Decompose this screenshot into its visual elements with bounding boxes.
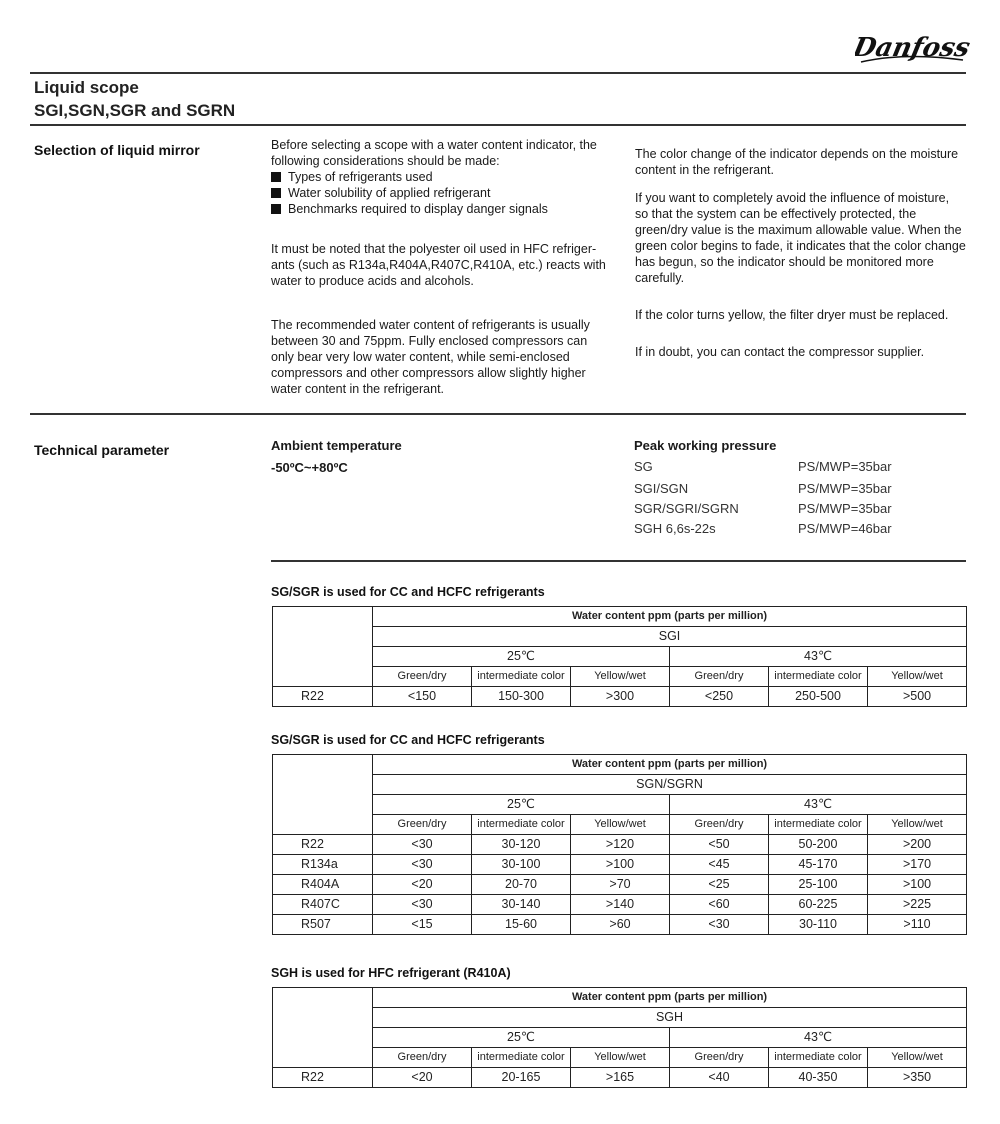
table-column-header: Yellow/wet [571, 815, 670, 835]
table-column-row [273, 815, 967, 835]
table-column-header: intermediate color [472, 815, 571, 835]
table-cell: <150 [373, 687, 472, 707]
table-row [273, 915, 967, 935]
table-cell: <30 [373, 835, 472, 855]
table-type: SGN/SGRN [373, 775, 967, 795]
table-cell: R507 [273, 915, 373, 935]
title-rule [30, 124, 966, 126]
table-cell: <40 [670, 1068, 769, 1088]
table-column-header: intermediate color [472, 667, 571, 687]
table-cell: >110 [868, 915, 967, 935]
table-title: SG/SGR is used for CC and HCFC refrigerants [271, 733, 545, 747]
list-item: Water solubility of applied refrigerant [271, 185, 621, 201]
table-row [273, 895, 967, 915]
table-cell: <20 [373, 1068, 472, 1088]
danfoss-logo [855, 22, 970, 70]
table-column-header: Yellow/wet [868, 1048, 967, 1068]
title-line-1: Liquid scope [34, 78, 139, 97]
table-row [273, 855, 967, 875]
table-title: SGH is used for HFC refrigerant (R410A) [271, 966, 511, 980]
table-cell: >170 [868, 855, 967, 875]
table-cell: <45 [670, 855, 769, 875]
table-header-row [273, 607, 967, 627]
title-line-2: SGI,SGN,SGR and SGRN [34, 101, 236, 120]
section-label-technical: Technical parameter [34, 442, 170, 458]
table-cell: R407C [273, 895, 373, 915]
selection-paragraph-doubt: If in doubt, you can contact the compressor supplier. [635, 345, 925, 359]
table-cell: 30-110 [769, 915, 868, 935]
water-content-table-sgn [272, 754, 967, 935]
selection-paragraph-color: The color change of the indicator depends on the moisture content in the refrigerant. [635, 147, 959, 177]
water-content-table-sgh [272, 987, 967, 1088]
table-type: SGH [373, 1008, 967, 1028]
table-temp-row [273, 647, 967, 667]
pressure-model: SG [634, 459, 653, 474]
table-cell: <50 [670, 835, 769, 855]
table-column-header: Green/dry [670, 667, 769, 687]
selection-paragraph-hfc: It must be noted that the polyester oil used in HFC refriger- ants (such as R134a,R404A,R407C,R410A, etc.) reacts with water to produce acids and alcohols. [271, 242, 606, 288]
section-rule [30, 413, 966, 415]
table-column-header: Green/dry [670, 815, 769, 835]
table-temp: 43℃ [670, 795, 967, 815]
table-cell: 15-60 [472, 915, 571, 935]
table-header-row [273, 988, 967, 1008]
selection-left-column [271, 137, 621, 217]
table-column-header: intermediate color [769, 815, 868, 835]
table-cell: 50-200 [769, 835, 868, 855]
water-content-table-sgi [272, 606, 967, 707]
table-cell: <60 [670, 895, 769, 915]
table-column-header: Yellow/wet [868, 667, 967, 687]
table-cell: <25 [670, 875, 769, 895]
table-column-header: Green/dry [373, 667, 472, 687]
table-cell: <20 [373, 875, 472, 895]
table-cell: >120 [571, 835, 670, 855]
table-cell: 45-170 [769, 855, 868, 875]
table-cell: <30 [373, 855, 472, 875]
table-corner [273, 755, 373, 835]
table-cell: >100 [571, 855, 670, 875]
table-row [273, 1068, 967, 1088]
pressure-value: PS/MWP=35bar [798, 459, 892, 474]
section-label-selection: Selection of liquid mirror [34, 142, 200, 158]
table-cell: >165 [571, 1068, 670, 1088]
table-type-row [273, 1008, 967, 1028]
table-row [273, 875, 967, 895]
table-column-header: Green/dry [373, 1048, 472, 1068]
table-cell: R22 [273, 687, 373, 707]
peak-pressure-label: Peak working pressure [634, 438, 777, 453]
table-cell: >300 [571, 687, 670, 707]
table-temp: 43℃ [670, 647, 967, 667]
table-column-header: Green/dry [373, 815, 472, 835]
table-temp: 25℃ [373, 1028, 670, 1048]
table-title: SG/SGR is used for CC and HCFC refrigerants [271, 585, 545, 599]
table-column-header: Yellow/wet [571, 667, 670, 687]
table-cell: >70 [571, 875, 670, 895]
table-cell: R404A [273, 875, 373, 895]
table-column-header: intermediate color [472, 1048, 571, 1068]
table-temp: 25℃ [373, 795, 670, 815]
pressure-value: PS/MWP=46bar [798, 521, 892, 536]
table-corner [273, 607, 373, 687]
table-cell: 250-500 [769, 687, 868, 707]
pressure-model: SGR/SGRI/SGRN [634, 501, 739, 516]
table-cell: 20-165 [472, 1068, 571, 1088]
table-header: Water content ppm (parts per million) [373, 607, 967, 627]
table-temp: 25℃ [373, 647, 670, 667]
page-title [34, 76, 235, 122]
table-cell: >60 [571, 915, 670, 935]
table-column-header: Yellow/wet [571, 1048, 670, 1068]
table-column-header: Green/dry [670, 1048, 769, 1068]
header-rule [30, 72, 966, 74]
table-row [273, 835, 967, 855]
pressure-model: SGH 6,6s-22s [634, 521, 716, 536]
table-cell: 25-100 [769, 875, 868, 895]
pressure-model: SGI/SGN [634, 481, 689, 496]
table-cell: >200 [868, 835, 967, 855]
selection-paragraph-water: The recommended water content of refrigerants is usually between 30 and 75ppm. Fully enclosed compressors can only bear very low water content, while semi-enclosed compressors and other compressors allow slightly higher water content in the refrigerant. [271, 318, 590, 396]
table-temp-row [273, 1028, 967, 1048]
selection-paragraph-yellow: If the color turns yellow, the filter dryer must be replaced. [635, 308, 949, 322]
table-cell: R22 [273, 835, 373, 855]
table-cell: >350 [868, 1068, 967, 1088]
table-cell: 40-350 [769, 1068, 868, 1088]
table-cell: 30-100 [472, 855, 571, 875]
table-cell: <250 [670, 687, 769, 707]
table-column-row [273, 667, 967, 687]
list-item: Benchmarks required to display danger signals [271, 201, 621, 217]
list-item: Types of refrigerants used [271, 169, 621, 185]
pressure-value: PS/MWP=35bar [798, 481, 892, 496]
table-cell: 150-300 [472, 687, 571, 707]
ambient-temperature-value: -50ºC~+80ºC [271, 460, 348, 475]
parameter-rule [271, 560, 966, 562]
table-temp-row [273, 795, 967, 815]
table-cell: >500 [868, 687, 967, 707]
table-cell: >100 [868, 875, 967, 895]
table-header: Water content ppm (parts per million) [373, 988, 967, 1008]
table-header: Water content ppm (parts per million) [373, 755, 967, 775]
table-cell: 60-225 [769, 895, 868, 915]
table-column-header: intermediate color [769, 1048, 868, 1068]
table-cell: >225 [868, 895, 967, 915]
table-column-header: Yellow/wet [868, 815, 967, 835]
table-temp: 43℃ [670, 1028, 967, 1048]
table-cell: <15 [373, 915, 472, 935]
table-cell: >140 [571, 895, 670, 915]
table-cell: R22 [273, 1068, 373, 1088]
table-row [273, 687, 967, 707]
ambient-temperature-label: Ambient temperature [271, 438, 402, 453]
pressure-value: PS/MWP=35bar [798, 501, 892, 516]
table-column-row [273, 1048, 967, 1068]
table-type-row [273, 627, 967, 647]
table-type-row [273, 775, 967, 795]
table-cell: 30-120 [472, 835, 571, 855]
table-column-header: intermediate color [769, 667, 868, 687]
table-cell: 20-70 [472, 875, 571, 895]
consideration-list [271, 169, 621, 217]
table-cell: 30-140 [472, 895, 571, 915]
table-corner [273, 988, 373, 1068]
table-header-row [273, 755, 967, 775]
table-type: SGI [373, 627, 967, 647]
selection-paragraph-moisture: If you want to completely avoid the influence of moisture, so that the system can be effectively protected, the green/dry value is the maximum allowable value. When the green color begins to fade, it indicates that the color change has begun, so the indicator should be monitored more carefully. [635, 191, 966, 285]
table-cell: R134a [273, 855, 373, 875]
table-cell: <30 [670, 915, 769, 935]
table-cell: <30 [373, 895, 472, 915]
selection-intro: Before selecting a scope with a water content indicator, the following considerations should be made: [271, 138, 597, 168]
svg-text:Danfoss: Danfoss [855, 32, 970, 63]
